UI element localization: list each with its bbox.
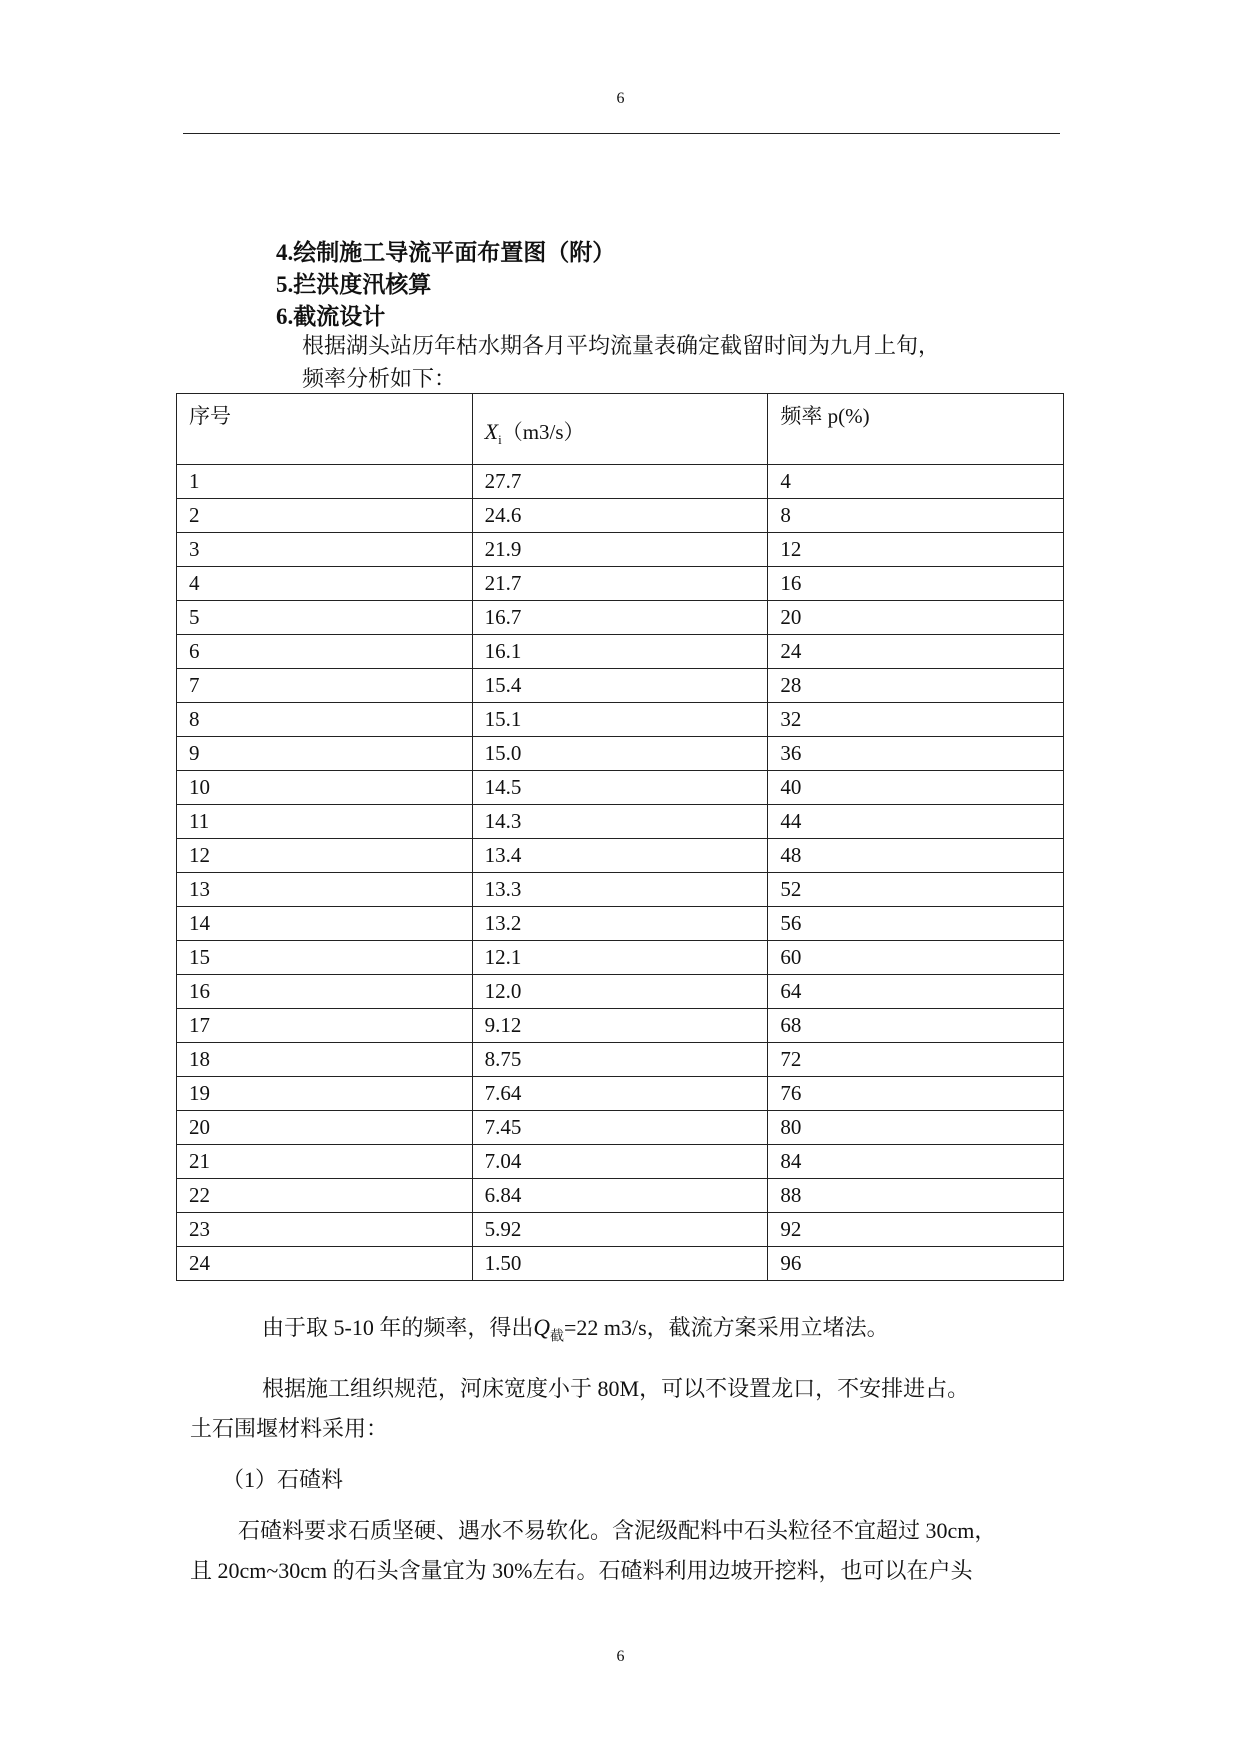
cell-index: 13 — [177, 873, 473, 907]
cell-index: 3 — [177, 533, 473, 567]
list-item-rock-material: （1）石碴料 — [222, 1467, 344, 1492]
cell-frequency: 60 — [768, 941, 1064, 975]
flow-sub: i — [498, 432, 502, 448]
cell-index: 19 — [177, 1077, 473, 1111]
cell-frequency: 88 — [768, 1179, 1064, 1213]
table-row — [177, 1009, 1064, 1043]
table-row — [177, 533, 1064, 567]
cell-flow: 15.4 — [472, 669, 768, 703]
cell-flow: 1.50 — [472, 1247, 768, 1281]
cell-flow: 7.45 — [472, 1111, 768, 1145]
header-page-number: 6 — [616, 90, 625, 107]
cell-index: 14 — [177, 907, 473, 941]
cell-flow: 13.3 — [472, 873, 768, 907]
cell-flow: 7.64 — [472, 1077, 768, 1111]
cell-index: 9 — [177, 737, 473, 771]
paragraph-rock-line-1: 石碴料要求石质坚硬、遇水不易软化。含泥级配料中石头粒径不宜超过 30cm， — [238, 1518, 997, 1543]
cell-flow: 9.12 — [472, 1009, 768, 1043]
paragraph-spec-line-2: 土石围堰材料采用： — [190, 1416, 389, 1441]
table-row — [177, 567, 1064, 601]
cell-frequency: 36 — [768, 737, 1064, 771]
closure-var: Q — [533, 1315, 550, 1340]
cell-index: 4 — [177, 567, 473, 601]
cell-frequency: 32 — [768, 703, 1064, 737]
heading-4: 4.绘制施工导流平面布置图（附） — [276, 240, 616, 265]
footer-page-number: 6 — [616, 1648, 625, 1665]
cell-flow: 14.3 — [472, 805, 768, 839]
table-row — [177, 873, 1064, 907]
flow-var: X — [484, 419, 499, 444]
cell-frequency: 12 — [768, 533, 1064, 567]
cell-index: 17 — [177, 1009, 473, 1043]
frequency-table — [176, 393, 1064, 1281]
cell-frequency: 28 — [768, 669, 1064, 703]
cell-frequency: 68 — [768, 1009, 1064, 1043]
table-row — [177, 771, 1064, 805]
closure-flow-symbol — [533, 1315, 564, 1345]
cell-frequency: 56 — [768, 907, 1064, 941]
cell-flow: 6.84 — [472, 1179, 768, 1213]
paragraph-spec-line-1: 根据施工组织规范，河床宽度小于 80M，可以不设置龙口，不安排进占。 — [262, 1376, 970, 1401]
cell-index: 15 — [177, 941, 473, 975]
table-row — [177, 601, 1064, 635]
cell-flow: 15.1 — [472, 703, 768, 737]
header-index: 序号 — [177, 394, 473, 465]
table-row — [177, 669, 1064, 703]
header-frequency: 频率 p(%) — [768, 394, 1064, 465]
cell-index: 16 — [177, 975, 473, 1009]
table-row — [177, 941, 1064, 975]
cell-index: 21 — [177, 1145, 473, 1179]
cell-frequency: 24 — [768, 635, 1064, 669]
cell-frequency: 64 — [768, 975, 1064, 1009]
table-row — [177, 907, 1064, 941]
cell-index: 2 — [177, 499, 473, 533]
cell-frequency: 4 — [768, 465, 1064, 499]
cell-index: 5 — [177, 601, 473, 635]
cell-frequency: 44 — [768, 805, 1064, 839]
cell-flow: 13.4 — [472, 839, 768, 873]
paragraph-closure-method — [262, 1308, 889, 1357]
cell-flow: 21.7 — [472, 567, 768, 601]
closure-sub: 截 — [549, 1329, 564, 1345]
cell-frequency: 48 — [768, 839, 1064, 873]
table-body — [177, 465, 1064, 1281]
heading-5: 5.拦洪度汛核算 — [276, 272, 432, 297]
closure-text-after: =22 m3/s，截流方案采用立堵法。 — [563, 1315, 889, 1340]
cell-index: 6 — [177, 635, 473, 669]
cell-index: 11 — [177, 805, 473, 839]
intro-line-2: 频率分析如下： — [302, 366, 457, 391]
table-row — [177, 1179, 1064, 1213]
table-row — [177, 703, 1064, 737]
cell-index: 18 — [177, 1043, 473, 1077]
cell-index: 22 — [177, 1179, 473, 1213]
header-rule — [183, 133, 1060, 134]
cell-frequency: 92 — [768, 1213, 1064, 1247]
table-row — [177, 805, 1064, 839]
cell-frequency: 76 — [768, 1077, 1064, 1111]
cell-frequency: 80 — [768, 1111, 1064, 1145]
table-row — [177, 465, 1064, 499]
cell-index: 10 — [177, 771, 473, 805]
table-row — [177, 1043, 1064, 1077]
cell-flow: 24.6 — [472, 499, 768, 533]
cell-index: 7 — [177, 669, 473, 703]
cell-frequency: 84 — [768, 1145, 1064, 1179]
cell-frequency: 16 — [768, 567, 1064, 601]
cell-flow: 27.7 — [472, 465, 768, 499]
cell-frequency: 40 — [768, 771, 1064, 805]
cell-flow: 5.92 — [472, 1213, 768, 1247]
intro-line-1: 根据湖头站历年枯水期各月平均流量表确定截留时间为九月上旬， — [302, 333, 941, 358]
flow-unit: （m3/s） — [501, 420, 585, 444]
cell-flow: 15.0 — [472, 737, 768, 771]
cell-frequency: 96 — [768, 1247, 1064, 1281]
table-row — [177, 635, 1064, 669]
cell-flow: 12.0 — [472, 975, 768, 1009]
flow-header-label — [485, 416, 585, 448]
header-flow — [472, 394, 768, 465]
cell-flow: 21.9 — [472, 533, 768, 567]
paragraph-rock-line-2: 且 20cm~30cm 的石头含量宜为 30%左右。石碴料利用边坡开挖料，也可以在户头 — [190, 1558, 973, 1583]
table-row — [177, 975, 1064, 1009]
cell-flow: 12.1 — [472, 941, 768, 975]
table-row — [177, 839, 1064, 873]
cell-index: 1 — [177, 465, 473, 499]
cell-index: 12 — [177, 839, 473, 873]
cell-index: 20 — [177, 1111, 473, 1145]
cell-flow: 16.7 — [472, 601, 768, 635]
cell-index: 24 — [177, 1247, 473, 1281]
cell-frequency: 52 — [768, 873, 1064, 907]
table-row — [177, 1111, 1064, 1145]
heading-6: 6.截流设计 — [276, 304, 386, 329]
table-row — [177, 1077, 1064, 1111]
cell-flow: 7.04 — [472, 1145, 768, 1179]
table-row — [177, 1247, 1064, 1281]
cell-flow: 13.2 — [472, 907, 768, 941]
table-row — [177, 737, 1064, 771]
table-row — [177, 499, 1064, 533]
table-header-row — [177, 394, 1064, 465]
cell-frequency: 20 — [768, 601, 1064, 635]
cell-flow: 16.1 — [472, 635, 768, 669]
cell-index: 8 — [177, 703, 473, 737]
cell-flow: 8.75 — [472, 1043, 768, 1077]
cell-flow: 14.5 — [472, 771, 768, 805]
table-row — [177, 1145, 1064, 1179]
closure-text-before: 由于取 5-10 年的频率，得出 — [262, 1315, 534, 1340]
cell-frequency: 8 — [768, 499, 1064, 533]
cell-frequency: 72 — [768, 1043, 1064, 1077]
cell-index: 23 — [177, 1213, 473, 1247]
table-row — [177, 1213, 1064, 1247]
